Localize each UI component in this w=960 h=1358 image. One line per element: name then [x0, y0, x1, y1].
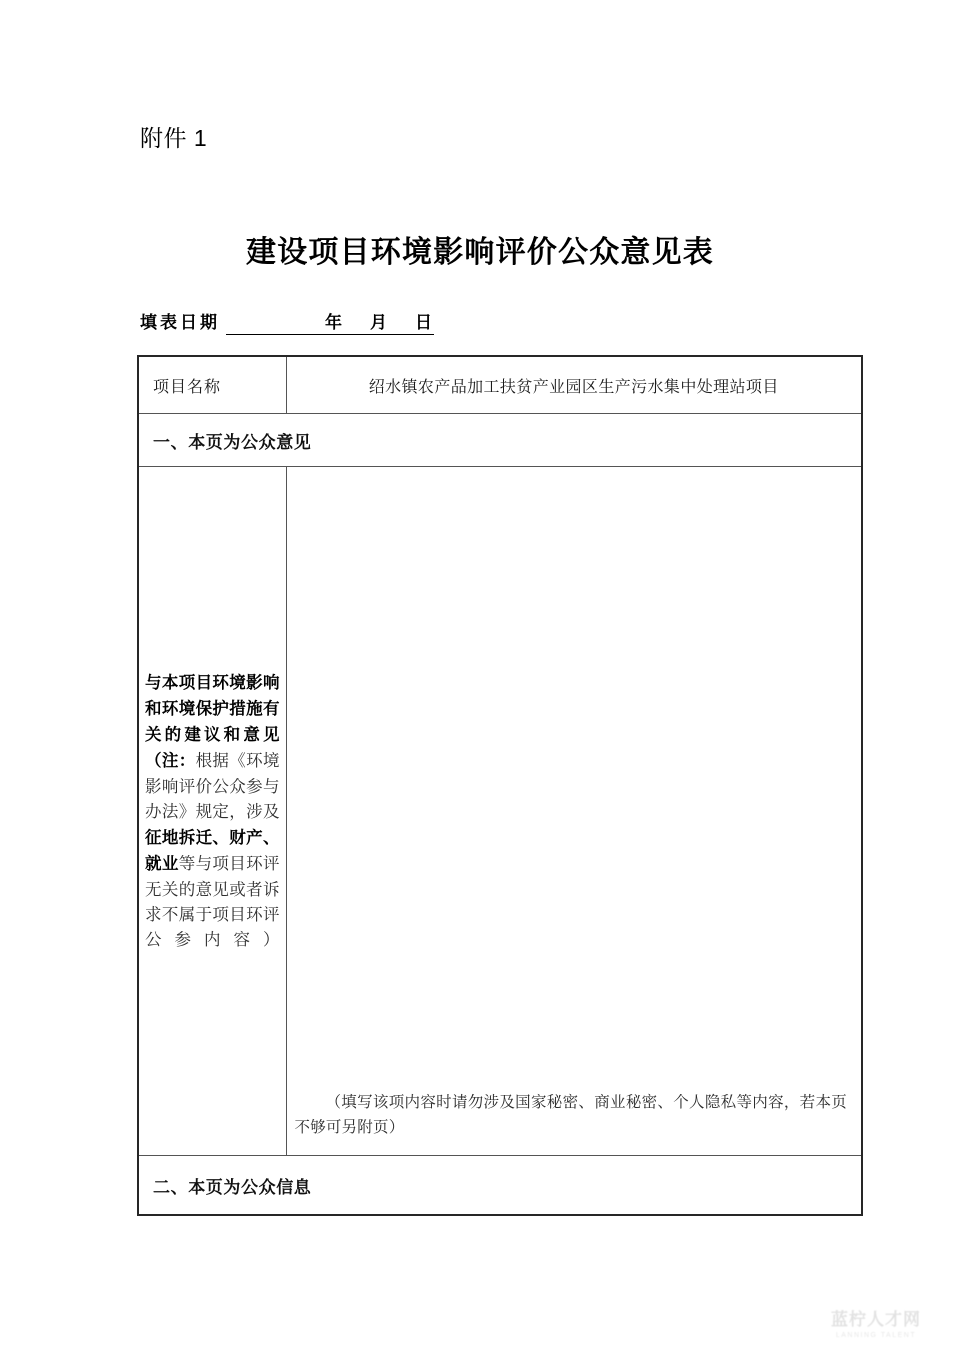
date-unit-month: 月 — [370, 313, 387, 332]
opinion-input-cell[interactable] — [286, 467, 862, 1156]
opinion-label — [139, 670, 286, 952]
watermark-sub-text: LANNING TALENT — [835, 1332, 917, 1339]
project-name-label: 项目名称 — [153, 378, 222, 396]
opinion-note-wrapper — [287, 1090, 862, 1141]
fill-date-label: 填表日期 — [140, 313, 220, 332]
watermark-main-text: 蓝柠人才网 — [831, 1310, 921, 1329]
opinion-label-cell — [138, 467, 286, 1156]
project-name-label-cell — [138, 356, 286, 414]
opinion-label-normal-1: 根据《环境影响评价公众参与办法》规定，涉及 — [145, 751, 280, 822]
page-title: 建设项目环境影响评价公众意见表 — [246, 236, 714, 270]
project-name-value: 绍水镇农产品加工扶贫产业园区生产污水集中处理站项目 — [368, 378, 779, 396]
opinion-label-normal-2: 等与项目环评无关的意见或者诉求不属于项目环评公参内容） — [145, 853, 280, 949]
date-units — [325, 308, 434, 333]
table-row-opinion — [138, 467, 862, 1156]
date-unit-day: 日 — [415, 313, 432, 332]
date-unit-year: 年 — [325, 313, 342, 332]
table-row-section-one — [138, 414, 862, 467]
section-two-cell — [138, 1156, 862, 1216]
table-row-section-two — [138, 1156, 862, 1216]
opinion-note: （填写该项内容时请勿涉及国家秘密、商业秘密、个人隐私等内容，若本页不够可另附页） — [294, 1093, 847, 1137]
table-row-project-name — [138, 356, 862, 414]
fill-date-line — [140, 308, 434, 335]
watermark — [810, 1298, 942, 1346]
public-opinion-form-table — [137, 355, 863, 1216]
section-one-heading: 一、本页为公众意见 — [153, 432, 312, 452]
opinion-label-bold-2: 征地拆迁、财产、就业 — [145, 828, 280, 873]
attachment-label: 附件 1 — [140, 125, 208, 151]
opinion-label-bold-1: 与本项目环境影响和环境保护措施有关的建议和意见（注： — [145, 674, 280, 771]
section-one-cell — [138, 414, 862, 467]
fill-date-input[interactable] — [226, 311, 434, 335]
section-two-heading: 二、本页为公众信息 — [153, 1177, 312, 1197]
project-name-value-cell — [286, 356, 862, 414]
